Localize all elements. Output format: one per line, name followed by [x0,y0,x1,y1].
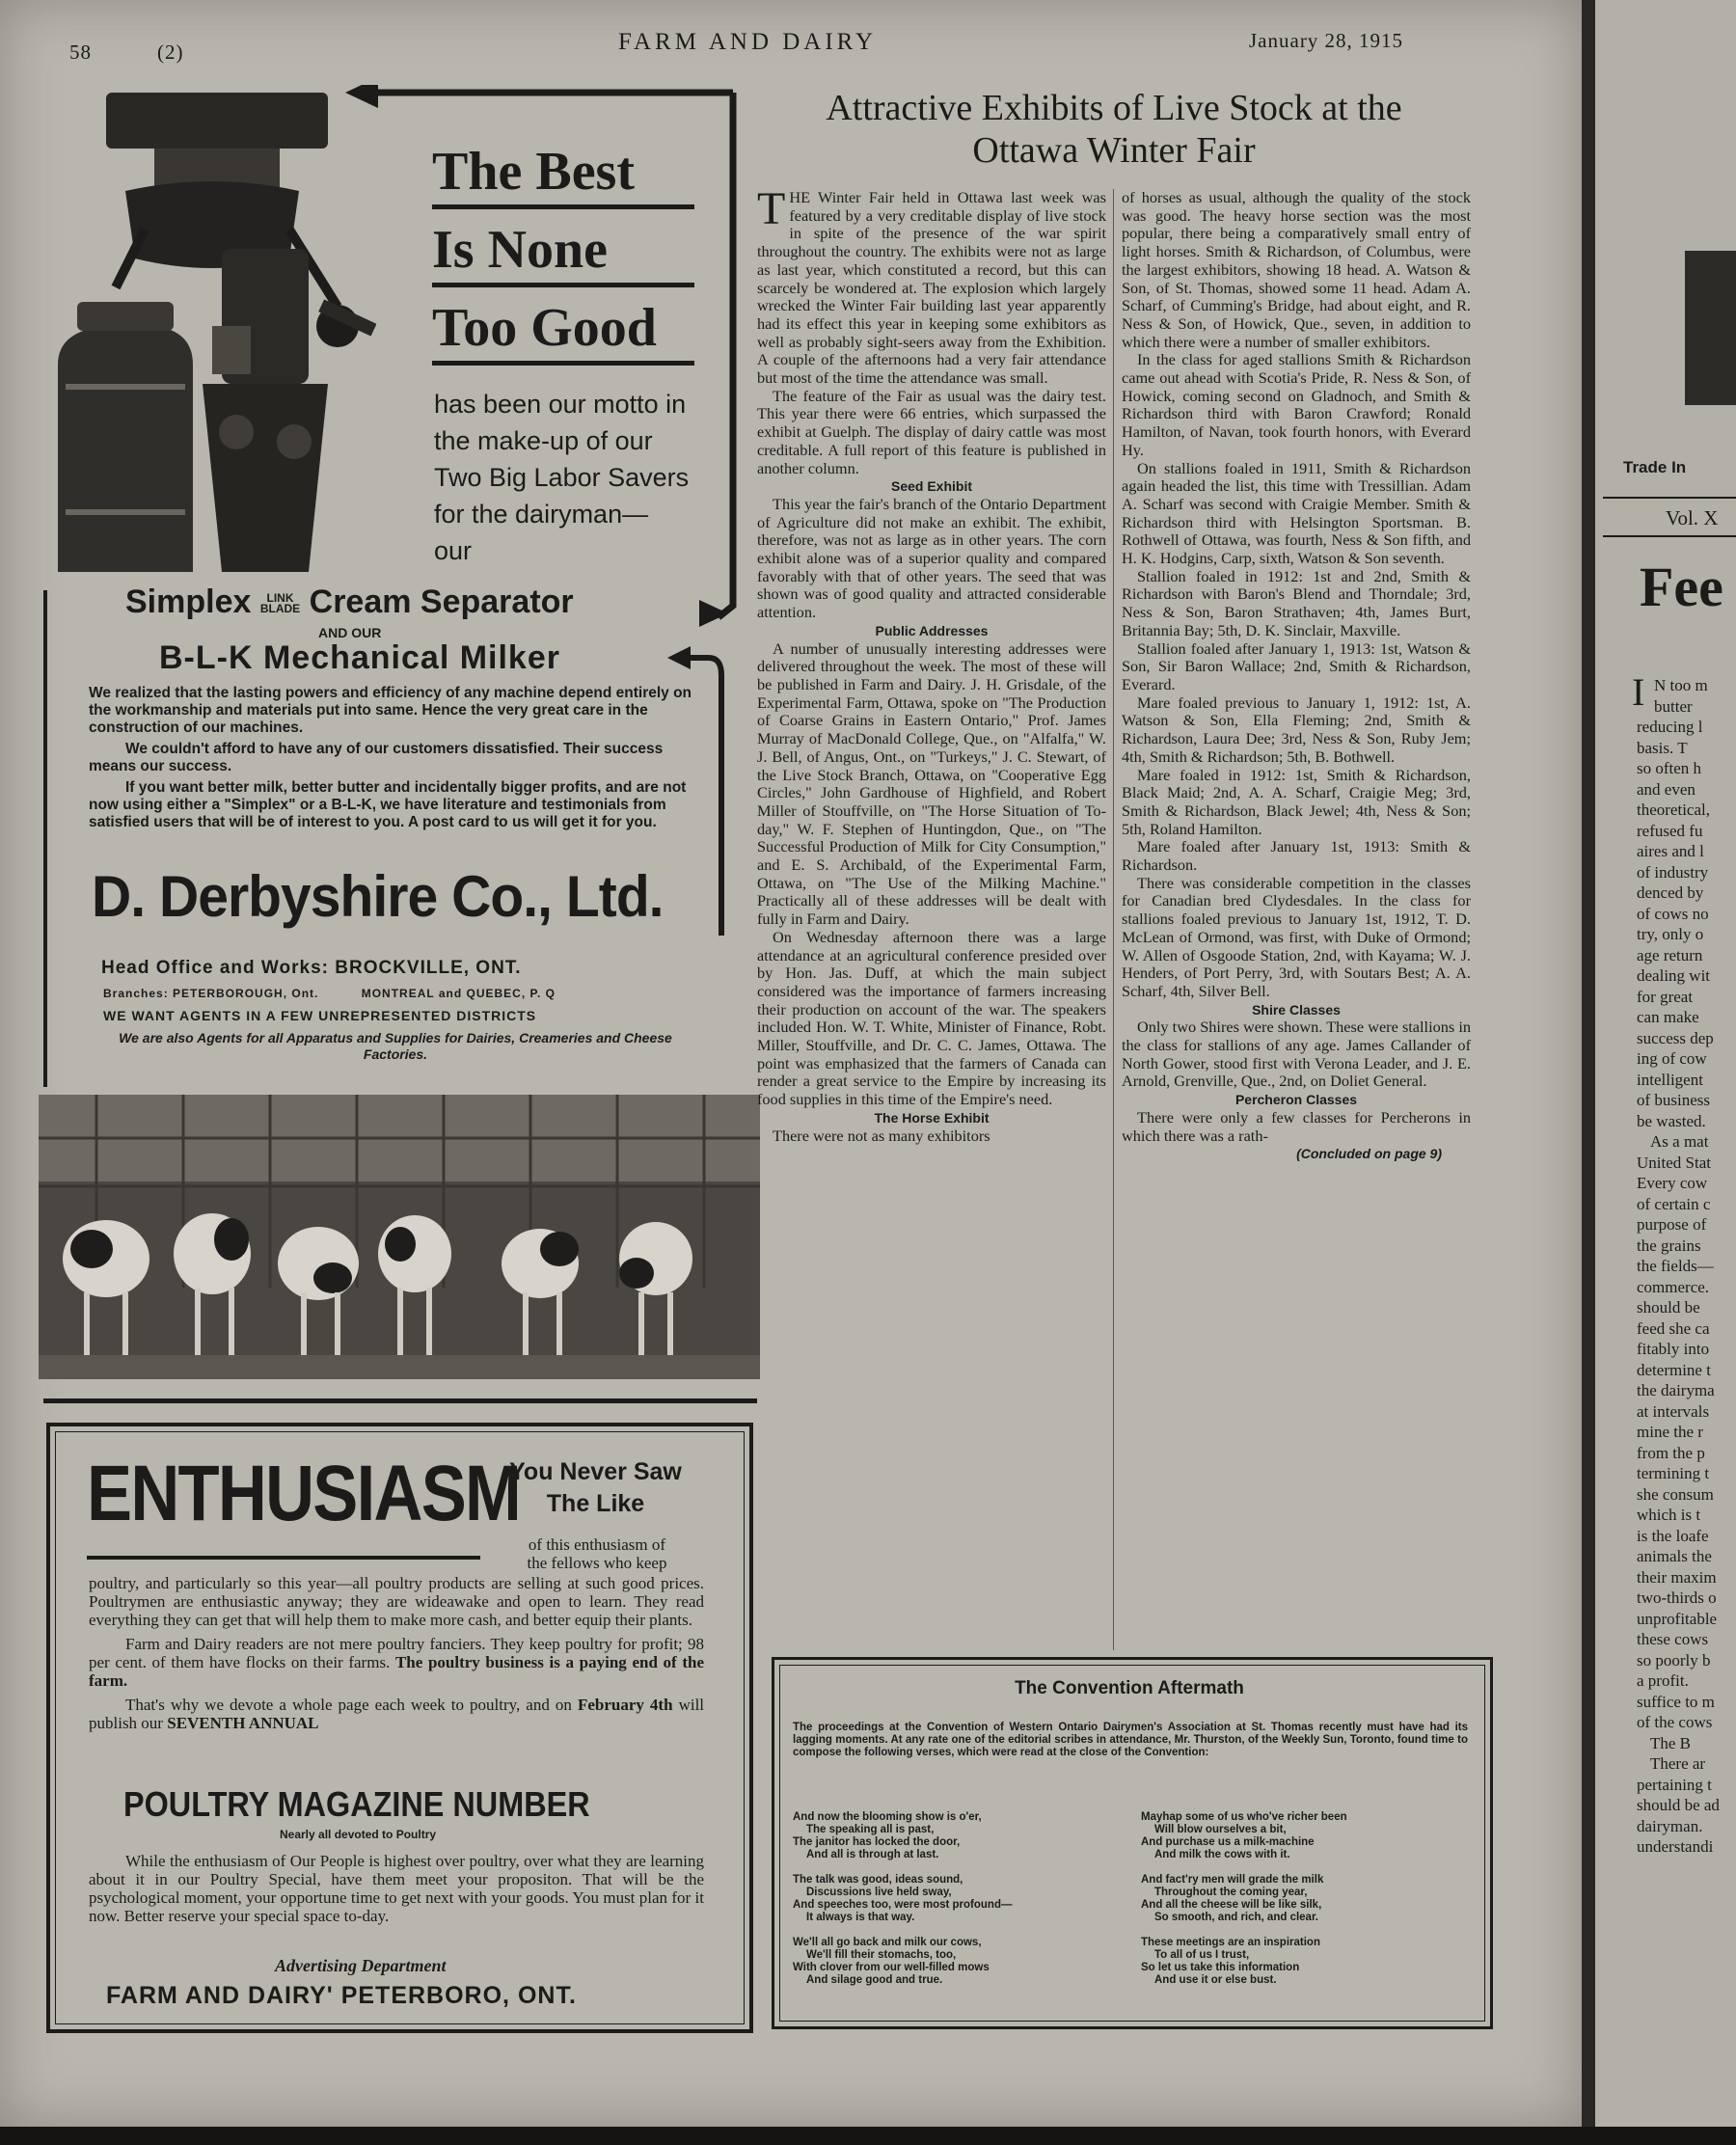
article-paragraph: Only two Shires were shown. These were stallions in the class for stallions of any age. James Callander of North Gower, stood first with Verona Leader, and J. E. Arnold, Grenville, Que., 2nd, on Doliet General. [1122,1018,1471,1091]
facing-rule [1603,535,1736,537]
enthusiasm-headline: ENTHUSIASM [87,1450,521,1537]
verse-line: It always is that way. [806,1912,915,1923]
subhead-horse-exhibit: The Horse Exhibit [874,1109,990,1126]
small-label-top: LINK [266,591,294,606]
verse-line: And all is through at last. [806,1849,939,1860]
article-paragraph: A number of unusually interesting addresses were delivered throughout the week. The most of these will be published in Farm and Dairy. J. H. Grisdale, of the Experimental Farm, Ottawa, spoke on "The Production of Coarse Grains in Eastern Ontario," Prof. James Murray of MacDonald College, Que., on "Alfalfa," W. J. Bell, of Angus, Ont., on "Turkeys," J. C. Stewart, of the Live Stock Branch, Ottawa, on "Cooperative Egg Circles," John Gardhouse of Highfield, and Robert Miller of Stouffville, on "The Horse Situation of To-day," W. F. Stephen of Huntingdon, Que., on "The Successful Production of Milk for City Consumption," and E. S. Archibald, of the Experimental Farm, Ottawa, on "The Use of the Milking Machine." Practically all of these addresses will be dealt with fully in Farm and Dairy. [757,638,1106,929]
motto-sub-line: the make-up of our [434,426,653,455]
cream-separator-illustration [48,85,376,577]
article-paragraph: This year the fair's branch of the Ontario Department of Agriculture did not make an exhibit. The exhibit, therefore, was not as large as in other years. The corn exhibit alone was of a superior quality and compared favorably with that of other years. The seed that was shown was of good quality and attracted considerable attention. [757,494,1106,622]
verse-line: And purchase us a milk-machine [1141,1836,1315,1848]
stanza [793,1811,1121,1861]
para-bold: February 4th [577,1696,673,1714]
subhead-shire-classes: Shire Classes [1252,1001,1341,1018]
facing-page-photo [1685,251,1736,405]
verse-line: We'll all go back and milk our cows, [793,1937,982,1948]
article-paragraph [757,183,1106,388]
facing-line: be wasted. [1637,1111,1706,1130]
advertising-department: Advertising Department [275,1956,447,1975]
title-line: Attractive Exhibits of Live Stock at the [826,88,1402,128]
facing-line: success dep [1637,1028,1714,1047]
motto-sub-line: has been our motto in [434,390,687,419]
verse-line: And all the cheese will be like silk, [1141,1899,1322,1911]
ad-side-text [490,1535,704,1572]
para-text: will publish our [89,1696,705,1732]
facing-line: feed she ca [1637,1318,1710,1338]
verses-right [1141,1811,1469,1999]
ad-paragraph: poultry, and particularly so this year—all poultry products are selling at such good prices. Poultrymen are enthusiastic anyway; they are wideawake and open to learn. They read everything they can get that will help them to make more cash, and better equip their plants. [89,1574,704,1629]
paragraph-text: HE Winter Fair held in Ottawa last week was featured by a very creditable display of live stock in spite of the presence of the war spirit throughout the country. The exhibits were not as large as last year, which constituted a record, but this can scarcely be wondered at. The explosion which largely wrecked the Winter Fair building last year apparently had its effect this year in keeping some exhibitors as well as probably sight-seers away from the Exhibition. A couple of the afternoons had a very fair attendance but most of the time the attendance was small. [757,188,1106,388]
headline-underline [87,1556,480,1560]
convention-title: The Convention Aftermath [1015,1678,1244,1698]
verse-line: Throughout the coming year, [1154,1887,1308,1898]
article-column-1 [757,183,1106,1145]
facing-line: dairyman. [1637,1816,1703,1835]
para-bold: SEVENTH ANNUAL [167,1714,319,1732]
verse-line: So smooth, and rich, and clear. [1154,1912,1318,1923]
facing-line: of the cows [1637,1713,1713,1731]
facing-page-caption: Trade In [1623,458,1687,476]
facing-line: should be [1637,1298,1700,1317]
stanza [1141,1874,1469,1924]
facing-line: the grains [1637,1235,1701,1255]
verse-line: Discussions live held sway, [806,1887,952,1898]
facing-line: and even [1637,779,1695,799]
facing-line: the dairyma [1637,1381,1715,1399]
para-text: Farm and Dairy readers are not mere poultry fanciers. They keep poultry for profit; 98 per cent. of them have flocks on their farms. [89,1635,704,1671]
facing-line: United Stat [1637,1153,1711,1172]
branches [103,987,556,1000]
verse-line: Will blow ourselves a bit, [1154,1824,1287,1835]
ad-body-copy [89,685,706,831]
column-rule [1113,189,1114,1650]
ad-paragraph: We realized that the lasting powers and efficiency of any machine depend entirely on the workmanship and materials put into same. Hence the very great care in the construction of our machines. [89,685,692,736]
article-paragraph: In the class for aged stallions Smith & Richardson came out ahead with Scotia's Pride, R. Ness & Son, of Howick, coming second on Gladnoch, and Smith & Richardson third with Baron Crawford; Ronald Hamilton, of Navan, took fourth honors, with Everard Hy. [1122,350,1471,459]
article-paragraph: On Wednesday afternoon there was a large attendance at an agricultural conference presided over by Hon. Jas. Duff, at which the main subject considered was the importance of farmers increasing their production on account of the war. The speakers included Hon. W. T. White, Minister of Finance, Robt. Miller, Stouffville, and Dr. C. C. James, Ottawa. The point was emphasized that the farmers of Canada can render a great service to the Empire by increasing its food supplies in this time of the Empire's need. [757,927,1106,1109]
ad-paragraph: If you want better milk, better butter and incidentally bigger profits, and are not now using either a "Simplex" or a B-L-K, we have literature and testimonials from satisfied users that will be of interest to you. A post card to us will get it for you. [89,779,687,830]
facing-page-column [1632,670,1720,1858]
verse-line: And speeches too, were most profound— [793,1899,1013,1911]
facing-line: butter [1654,696,1693,716]
product-blk-milker: B-L-K Mechanical Milker [159,639,560,676]
facing-line: determine t [1637,1360,1711,1379]
facing-line: of business [1637,1091,1711,1109]
poultry-magazine-number: POULTRY MAGAZINE NUMBER [123,1784,590,1824]
facing-line: commerce. [1637,1277,1710,1296]
facing-line: the fields— [1637,1257,1714,1275]
verse-line: With clover from our well-filled mows [793,1962,990,1973]
head-office: Head Office and Works: BROCKVILLE, ONT. [101,958,522,978]
verse-line: Mayhap some of us who've richer been [1141,1811,1347,1823]
facing-line: for great [1637,987,1694,1006]
verse-line: And now the blooming show is o'er, [793,1811,982,1823]
facing-line: refused fu [1637,821,1703,840]
ad-motto-sub [434,386,704,569]
article-column-2 [1122,189,1471,1163]
facing-line: reducing l [1637,718,1703,736]
subhead-seed-exhibit: Seed Exhibit [890,478,973,495]
facing-line: she consum [1637,1484,1714,1504]
verse-line: So let us take this information [1141,1962,1300,1973]
dairy-cattle-photo [39,1095,760,1379]
facing-line: There ar [1650,1754,1706,1773]
facing-line: animals the [1637,1547,1712,1565]
verse-line: And use it or else bust. [1154,1974,1277,1986]
agents-wanted: WE WANT AGENTS IN A FEW UNREPRESENTED DISTRICTS [103,1008,537,1023]
facing-line: theoretical, [1637,801,1710,819]
article-paragraph: Mare foaled in 1912: 1st, Smith & Richardson, Black Maid; 2nd, A. A. Scharf, Craigie Meg; 3rd, Smith & Richardson, Black Jewel; 4th, Ness & Son; 5th, Roland Hamilton. [1122,765,1471,838]
branches-label: Branches: PETERBOROUGH, Ont. [103,987,319,1000]
facing-line: pertaining t [1637,1775,1712,1794]
facing-line: Every cow [1637,1174,1708,1192]
facing-dropcap: I [1632,670,1645,714]
verse-line: To all of us I trust, [1154,1949,1250,1961]
subhead-public-addresses: Public Addresses [875,622,989,638]
ad-footer-address: FARM AND DAIRY' PETERBORO, ONT. [106,1982,577,2009]
facing-page-heading: Fee [1640,556,1723,618]
facing-line: termining t [1637,1464,1710,1482]
verse-line: And fact'ry men will grade the milk [1141,1874,1324,1886]
facing-line: dealing wit [1637,966,1711,985]
facing-line: a profit. [1637,1671,1689,1690]
facing-line: try, only o [1637,925,1704,943]
facing-line: from the p [1637,1443,1705,1462]
facing-line: purpose of [1637,1215,1707,1234]
product-name-rest: Cream Separator [309,584,574,620]
article-paragraph: The feature of the Fair as usual was the dairy test. This year there were 66 entries, which surpassed the exhibit at Guelph. The display of dairy cattle was most creditable. A full report of this feature is published in another column. [757,386,1106,477]
ad-paragraph: We couldn't afford to have any of our customers dissatisfied. Their success means our success. [89,741,664,774]
facing-line: is the loafe [1637,1526,1709,1545]
facing-line: so poorly b [1637,1650,1711,1670]
product-simplex [125,584,704,621]
facing-line: of certain c [1637,1194,1711,1213]
never-saw-the-like: You Never Saw The Like [509,1458,682,1517]
poultry-ad-closing [89,1852,704,1925]
facing-line: As a mat [1650,1132,1709,1151]
facing-line: intelligent [1637,1070,1703,1089]
product-name: Simplex [125,584,252,620]
facing-line: mine the r [1637,1423,1703,1441]
verse-line: And milk the cows with it. [1154,1849,1290,1860]
scan-edge [0,2127,1736,2145]
article-paragraph: On stallions foaled in 1911, Smith & Richardson again headed the list, this time with Tressillian. Adam A. Scharf was second with Craigie Member. Smith & Richardson third with Helsington Sportsman. B. Rothwell of Ottawa, was fourth, Ness & Son fifth, and H. K. Hodgins, Carp, sixth, Watson & Son seventh. [1122,458,1471,568]
article-paragraph: Stallion foaled in 1912: 1st and 2nd, Smith & Richardson with Baron's Blend and Thorndale; 3rd, Ness & Son, Baron Strathaven; 4th, James Burt, Britannia Bay; 5th, D. K. Sinclair, Maxville. [1122,566,1471,639]
facing-line: denced by [1637,883,1704,902]
section-number: (2) [157,41,184,64]
agents-also: We are also Agents for all Apparatus and Supplies for Dairies, Creameries and Cheese Factories. [119,1030,672,1062]
drop-cap: T [757,183,786,234]
ad-paragraph: While the enthusiasm of Our People is highest over poultry, over what they are learning about it in our Poultry Special, have them meet your propositon. That will be the psychological moment, your opportune time to get next with your goods. You must plan for it now. Better reserve your special space to-day. [89,1852,704,1925]
verse-line: The talk was good, ideas sound, [793,1874,963,1886]
side-text-line: of this enthusiasm of [528,1535,666,1554]
para-bold: The poultry business is a paying end of the farm. [89,1653,705,1690]
verse-line: These meetings are an inspiration [1141,1937,1320,1948]
facing-line: which is t [1637,1506,1701,1524]
article-paragraph: Stallion foaled after January 1, 1913: 1st, Watson & Son, Sir Baron Wallace; 2nd, Smith & Richardson, Everard. [1122,638,1471,693]
facing-line: two-thirds o [1637,1588,1717,1607]
company-name: D. Derbyshire Co., Ltd. [92,864,664,929]
facing-line: at intervals [1637,1401,1710,1421]
page-number: 58 [69,41,92,64]
facing-line: should be ad [1637,1796,1720,1814]
and-our: AND OUR [318,625,382,640]
motto-line-2: Is None [432,223,694,287]
side-text-line: the fellows who keep [527,1554,667,1572]
section-divider [43,1398,757,1403]
para-text: That's why we devote a whole page each week to poultry, and on [125,1696,572,1714]
facing-line: N too m [1654,676,1708,694]
ad-motto [432,142,694,379]
facing-line: ing of cow [1637,1049,1707,1068]
motto-sub-line: our [434,536,473,565]
motto-sub-line: Two Big Labor Savers [434,463,690,492]
verse-line: We'll fill their stomachs, too, [806,1949,957,1961]
facing-rule [1603,497,1736,499]
article-paragraph: There were only a few classes for Percherons in which there was a rath- [1122,1107,1471,1145]
article-paragraph: There was considerable competition in the classes for Canadian bred Clydesdales. In the class for stallions foaled previous to January 1st, 1912, T. D. McLean of Ormond, was first, with Duke of Ormond; W. Allen of Osgoode Station, 2nd, with Kayama; W. J. Henders, of Port Perry, 3rd, with Soutars Best; A. A. Scharf, 4th, Silver Bell. [1122,873,1471,1000]
issue-date: January 28, 1915 [1249,29,1404,52]
facing-line: their maxim [1637,1567,1717,1587]
facing-line: of cows no [1637,904,1709,923]
stanza [793,1937,1121,1987]
verse-line: And silage good and true. [806,1974,943,1986]
facing-line: so often h [1637,759,1702,777]
motto-line-3: Too Good [432,301,694,366]
ad-paragraph [89,1635,704,1690]
stanza [1141,1937,1469,1987]
branches-rest: MONTREAL and QUEBEC, P. Q [361,987,556,1000]
facing-line: unprofitable [1637,1609,1718,1628]
facing-text [1632,670,1720,1858]
ad-left-rule [43,590,47,1087]
nearly-all-poultry: Nearly all devoted to Poultry [280,1828,437,1841]
motto-line-1: The Best [432,145,694,209]
poultry-ad-copy [89,1574,704,1732]
facing-line: The B [1650,1733,1692,1752]
publication-title: FARM AND DAIRY [617,29,878,55]
facing-page-volume: Vol. X [1666,506,1719,529]
facing-line: aires and l [1637,842,1704,860]
stanza [1141,1811,1469,1861]
facing-line: these cows [1637,1630,1709,1648]
page-gutter [1582,0,1595,2127]
continued-notice: (Concluded on page 9) [1296,1146,1442,1162]
verses-left [793,1811,1121,1999]
small-label-bottom: BLADE [259,602,301,616]
article-paragraph: of horses as usual, although the quality of the stock was good. The heavy horse section was the most popular, there being a comparatively small entry of light horses. Smith & Richardson, of Columbus, were the largest exhibitors, showing 18 head. A. Watson & Son, of St. Thomas, showed some 11 head. Adam A. Scharf, of Cumming's Bridge, had about eight, and R. Ness & Son, of Howick, Que., seven, in addition to which there were a number of smaller exhibitors. [1122,188,1471,351]
article-paragraph: Mare foaled after January 1st, 1913: Smith & Richardson. [1122,837,1471,875]
facing-line: understandi [1637,1837,1714,1856]
ad-paragraph [89,1696,704,1732]
convention-intro: The proceedings at the Convention of Western Ontario Dairymen's Association at St. Thomas recently must have had its lagging moments. At any rate one of the editorial scribes in attendance, Mr. Thurston, of the Weekly Sun, Toronto, found time to compose the following verses, which were read at the close of the Convention: [793,1722,1468,1758]
facing-line: of industry [1637,862,1709,882]
article-title [757,87,1471,172]
facing-line: suffice to m [1637,1692,1715,1711]
facing-line: can make [1637,1008,1699,1026]
subhead-percheron-classes: Percheron Classes [1234,1092,1358,1108]
product-small-label [260,593,300,614]
facing-line: basis. T [1637,738,1688,757]
verse-line: The speaking all is past, [806,1824,935,1835]
motto-sub-line: for the dairyman— [434,500,649,529]
verse-line: The janitor has locked the door, [793,1836,961,1848]
article-paragraph: Mare foaled previous to January 1, 1912: 1st, A. Watson & Son, Ella Fleming; 2nd, Smith & Richardson, Laura Dee; 3rd, Ness & Son, Ruby Jem; 4th, Smith & Richardson; 5th, B. Bothwell. [1122,692,1471,766]
facing-line: age return [1637,945,1703,964]
facing-line: fitably into [1637,1340,1710,1358]
stanza [793,1874,1121,1924]
title-line: Ottawa Winter Fair [972,130,1256,171]
article-paragraph: There were not as many exhibitors [773,1126,990,1145]
